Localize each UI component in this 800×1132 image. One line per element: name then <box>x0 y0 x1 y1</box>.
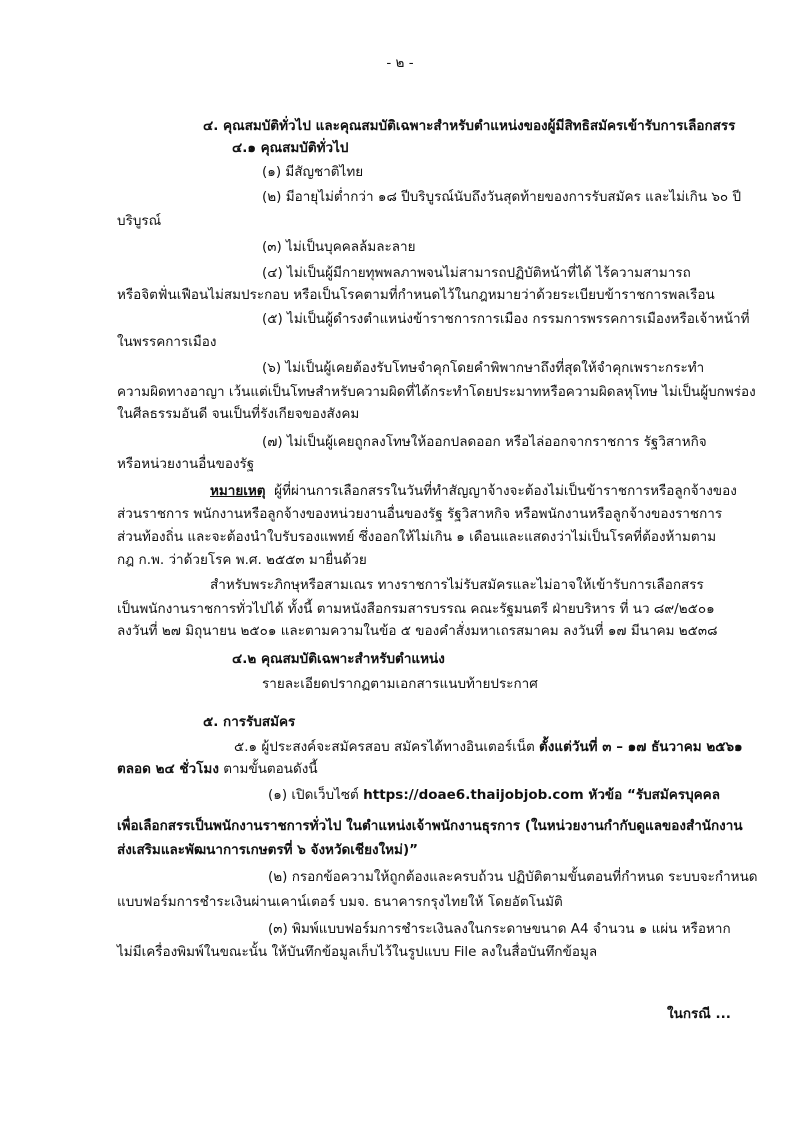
step-3-continued: ไม่มีเครื่องพิมพ์ในขณะนั้น ให้บันทึกข้อมูลเก็บไว้ในรูปแบบ File ลงในสื่อบันทึกข้อมูล <box>117 944 598 960</box>
section-4-heading: ๔. คุณสมบัติทั่วไป และคุณสมบัติเฉพาะสำหรับตำแหน่งของผู้มีสิทธิสมัครเข้ารับการเลือกสรร <box>203 118 736 134</box>
step-1-topic: หัวข้อ “รับสมัครบุคคล <box>583 787 720 803</box>
qualification-item-continued: ในพรรคการเมือง <box>117 334 217 350</box>
qualification-item-continued: หรือจิตฟั่นเฟือนไม่สมประกอบ หรือเป็นโรคตามที่กำหนดไว้ในกฎหมายว่าด้วยระเบียบข้าราชการพลเรือน <box>117 287 715 303</box>
registration-text: ๕.๑ ผู้ประสงค์จะสมัครสอบ สมัครได้ทางอินเตอร์เน็ต <box>234 739 540 755</box>
subsection-4-2-text: รายละเอียดปรากฏตามเอกสารแนบท้ายประกาศ <box>262 676 538 692</box>
note-label: หมายเหตุ <box>210 483 266 499</box>
website-link[interactable]: https://doae6.thaijobjob.com <box>363 787 584 803</box>
registration-text: ตามขั้นตอนดังนี้ <box>218 761 318 777</box>
subsection-4-1-heading: ๔.๑ คุณสมบัติทั่วไป <box>232 140 349 156</box>
note-line: ผู้ที่ผ่านการเลือกสรรในวันที่ทำสัญญาจ้างจะต้องไม่เป็นข้าราชการหรือลูกจ้างของ <box>274 483 737 499</box>
note-paragraph <box>210 482 737 500</box>
monk-note-line: เป็นพนักงานราชการทั่วไปได้ ทั้งนี้ ตามหนังสือกรมสารบรรณ คณะรัฐมนตรี ฝ่ายบริหาร ที่ นว ๘๙/๒๕๐๑ <box>117 601 715 617</box>
step-3: (๓) พิมพ์แบบฟอร์มการชำระเงินลงในกระดาษขนาด A4 จำนวน ๑ แผ่น หรือหาก <box>268 921 731 937</box>
note-line: กฎ ก.พ. ว่าด้วยโรค พ.ศ. ๒๕๕๓ มายื่นด้วย <box>117 552 367 568</box>
registration-paragraph <box>234 738 743 756</box>
subsection-4-2-heading: ๔.๒ คุณสมบัติเฉพาะสำหรับตำแหน่ง <box>232 651 445 667</box>
step-1 <box>268 786 720 804</box>
qualification-item: (๔) ไม่เป็นผู้มีกายทุพพลภาพจนไม่สามารถปฏิบัติหน้าที่ได้ ไร้ความสามารถ <box>262 265 691 281</box>
note-line: ส่วนท้องถิ่น และจะต้องนำใบรับรองแพทย์ ซึ่งออกให้ไม่เกิน ๑ เดือนและแสดงว่าไม่เป็นโรคที่ต้องห้ามตาม <box>117 529 717 545</box>
step-2: (๒) กรอกข้อความให้ถูกต้องและครบถ้วน ปฏิบัติตามขั้นตอนที่กำหนด ระบบจะกำหนด <box>268 869 758 885</box>
qualification-item: (๓) ไม่เป็นบุคคลล้มละลาย <box>262 239 416 255</box>
qualification-item-continued: บริบูรณ์ <box>117 213 162 229</box>
step-2-continued: แบบฟอร์มการชำระเงินผ่านเคาน์เตอร์ บมจ. ธนาคารกรุงไทยให้ โดยอัตโนมัติ <box>117 894 563 910</box>
registration-hours: ตลอด ๒๔ ชั่วโมง <box>117 761 219 777</box>
monk-note-line: ลงวันที่ ๒๗ มิถุนายน ๒๕๐๑ และตามความในข้อ ๕ ของคำสั่งมหาเถรสมาคม ลงวันที่ ๑๗ มีนาคม ๒๕๓๘ <box>117 623 718 639</box>
step-1-topic-continued: ส่งเสริมและพัฒนาการเกษตรที่ ๖ จังหวัดเชียงใหม่)” <box>117 842 419 858</box>
qualification-item: (๕) ไม่เป็นผู้ดำรงตำแหน่งข้าราชการการเมือง กรรมการพรรคการเมืองหรือเจ้าหน้าที่ <box>262 311 750 327</box>
section-5-heading: ๕. การรับสมัคร <box>203 714 296 730</box>
monk-note-line: สำหรับพระภิกษุหรือสามเณร ทางราชการไม่รับสมัครและไม่อาจให้เข้ารับการเลือกสรร <box>210 577 704 593</box>
qualification-item: (๗) ไม่เป็นผู้เคยถูกลงโทษให้ออกปลดออก หรือไล่ออกจากราชการ รัฐวิสาหกิจ <box>262 434 707 450</box>
qualification-item-continued: หรือหน่วยงานอื่นของรัฐ <box>117 456 255 472</box>
qualification-item-continued: ความผิดทางอาญา เว้นแต่เป็นโทษสำหรับความผิดที่ได้กระทำโดยประมาทหรือความผิดลหุโทษ ไม่เป็นผู้บกพร่อง <box>117 384 756 400</box>
page-number: - ๒ - <box>386 55 414 71</box>
qualification-item-continued: ในศีลธรรมอันดี จนเป็นที่รังเกียจของสังคม <box>117 406 360 422</box>
registration-paragraph-continued <box>117 760 318 778</box>
qualification-item: (๑) มีสัญชาติไทย <box>262 164 364 180</box>
note-line: ส่วนราชการ พนักงานหรือลูกจ้างของหน่วยงานอื่นของรัฐ รัฐวิสาหกิจ หรือพนักงานหรือลูกจ้างของราชการ <box>117 506 723 522</box>
step-1-text: (๑) เปิดเว็บไซต์ <box>268 787 364 803</box>
registration-dates: ตั้งแต่วันที่ ๓ – ๑๗ ธันวาคม ๒๕๖๑ <box>539 739 743 755</box>
step-1-topic-continued: เพื่อเลือกสรรเป็นพนักงานราชการทั่วไป ในตำแหน่งเจ้าพนักงานธุรการ (ในหน่วยงานกำกับดูแลของสำนักงาน <box>117 818 743 834</box>
continuation-marker: ในกรณี ... <box>667 1006 731 1022</box>
qualification-item: (๒) มีอายุไม่ต่ำกว่า ๑๘ ปีบริบูรณ์นับถึงวันสุดท้ายของการรับสมัคร และไม่เกิน ๖๐ ปี <box>262 189 742 205</box>
qualification-item: (๖) ไม่เป็นผู้เคยต้องรับโทษจำคุกโดยคำพิพากษาถึงที่สุดให้จำคุกเพราะกระทำ <box>262 360 705 376</box>
